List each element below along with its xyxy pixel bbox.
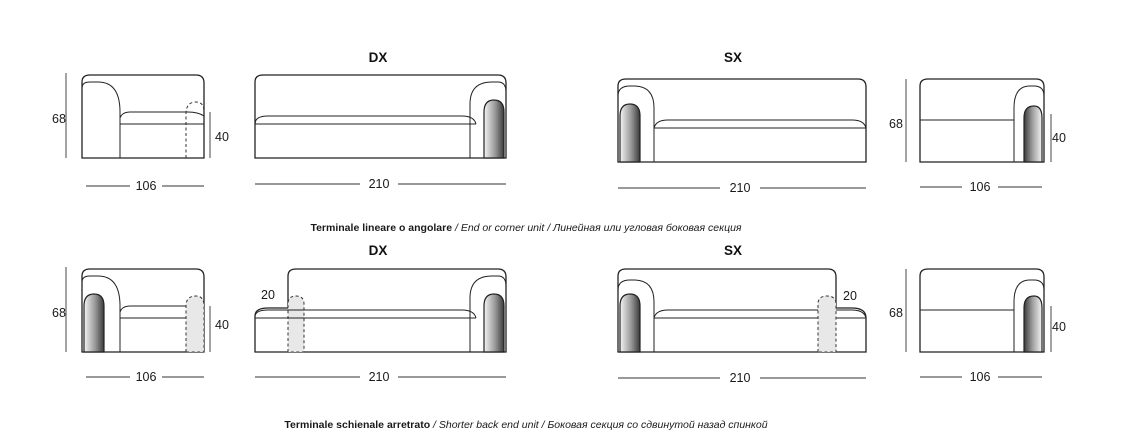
- bottom-left-height-label: 68: [52, 306, 66, 320]
- top-header-sx: SX: [723, 50, 743, 65]
- top-left-seat-label: 40: [215, 130, 229, 144]
- top-right-seat-label: 40: [1052, 131, 1066, 145]
- top-left-side-view: [52, 73, 229, 193]
- top-dx-front-view: [255, 75, 506, 191]
- bottom-left-side-view: [52, 267, 229, 384]
- bottom-sx-front-view: [618, 269, 866, 385]
- bottom-caption: [284, 419, 767, 431]
- top-header-dx: DX: [368, 50, 388, 65]
- bottom-sx-width-label: 210: [729, 371, 751, 385]
- bottom-caption-rest: / Shorter back end unit / Боковая секция со сдвинутой назад спинкой: [430, 419, 768, 431]
- top-right-depth-label: 106: [969, 180, 991, 194]
- bottom-row: [52, 243, 1066, 431]
- top-row: [52, 50, 1066, 234]
- top-right-height-label: 68: [889, 117, 903, 131]
- top-left-height-label: 68: [52, 112, 66, 126]
- top-left-depth-label: 106: [135, 179, 157, 193]
- bottom-left-depth-label: 106: [135, 370, 157, 384]
- bottom-dx-front-view: [255, 269, 506, 384]
- top-dx-width-label: 210: [368, 177, 390, 191]
- bottom-caption-bold: Terminale schienale arretrato: [284, 419, 431, 431]
- top-sx-front-view: [618, 79, 866, 195]
- top-sx-width-label: 210: [729, 181, 751, 195]
- bottom-left-seat-label: 40: [215, 318, 229, 332]
- bottom-right-depth-label: 106: [969, 370, 991, 384]
- top-caption: [310, 222, 741, 234]
- bottom-sx-offset-label: 20: [843, 289, 857, 303]
- bottom-right-seat-label: 40: [1052, 320, 1066, 334]
- bottom-header-sx: SX: [723, 243, 743, 258]
- bottom-dx-offset-label: 20: [261, 288, 275, 302]
- bottom-dx-width-label: 210: [368, 370, 390, 384]
- bottom-right-side-view: [889, 269, 1066, 384]
- top-caption-bold: Terminale lineare o angolare: [310, 222, 453, 234]
- bottom-right-height-label: 68: [889, 306, 903, 320]
- bottom-header-dx: DX: [368, 243, 388, 258]
- top-right-side-view: [889, 79, 1066, 194]
- top-caption-rest: / End or corner unit / Линейная или угловая боковая секция: [452, 222, 742, 234]
